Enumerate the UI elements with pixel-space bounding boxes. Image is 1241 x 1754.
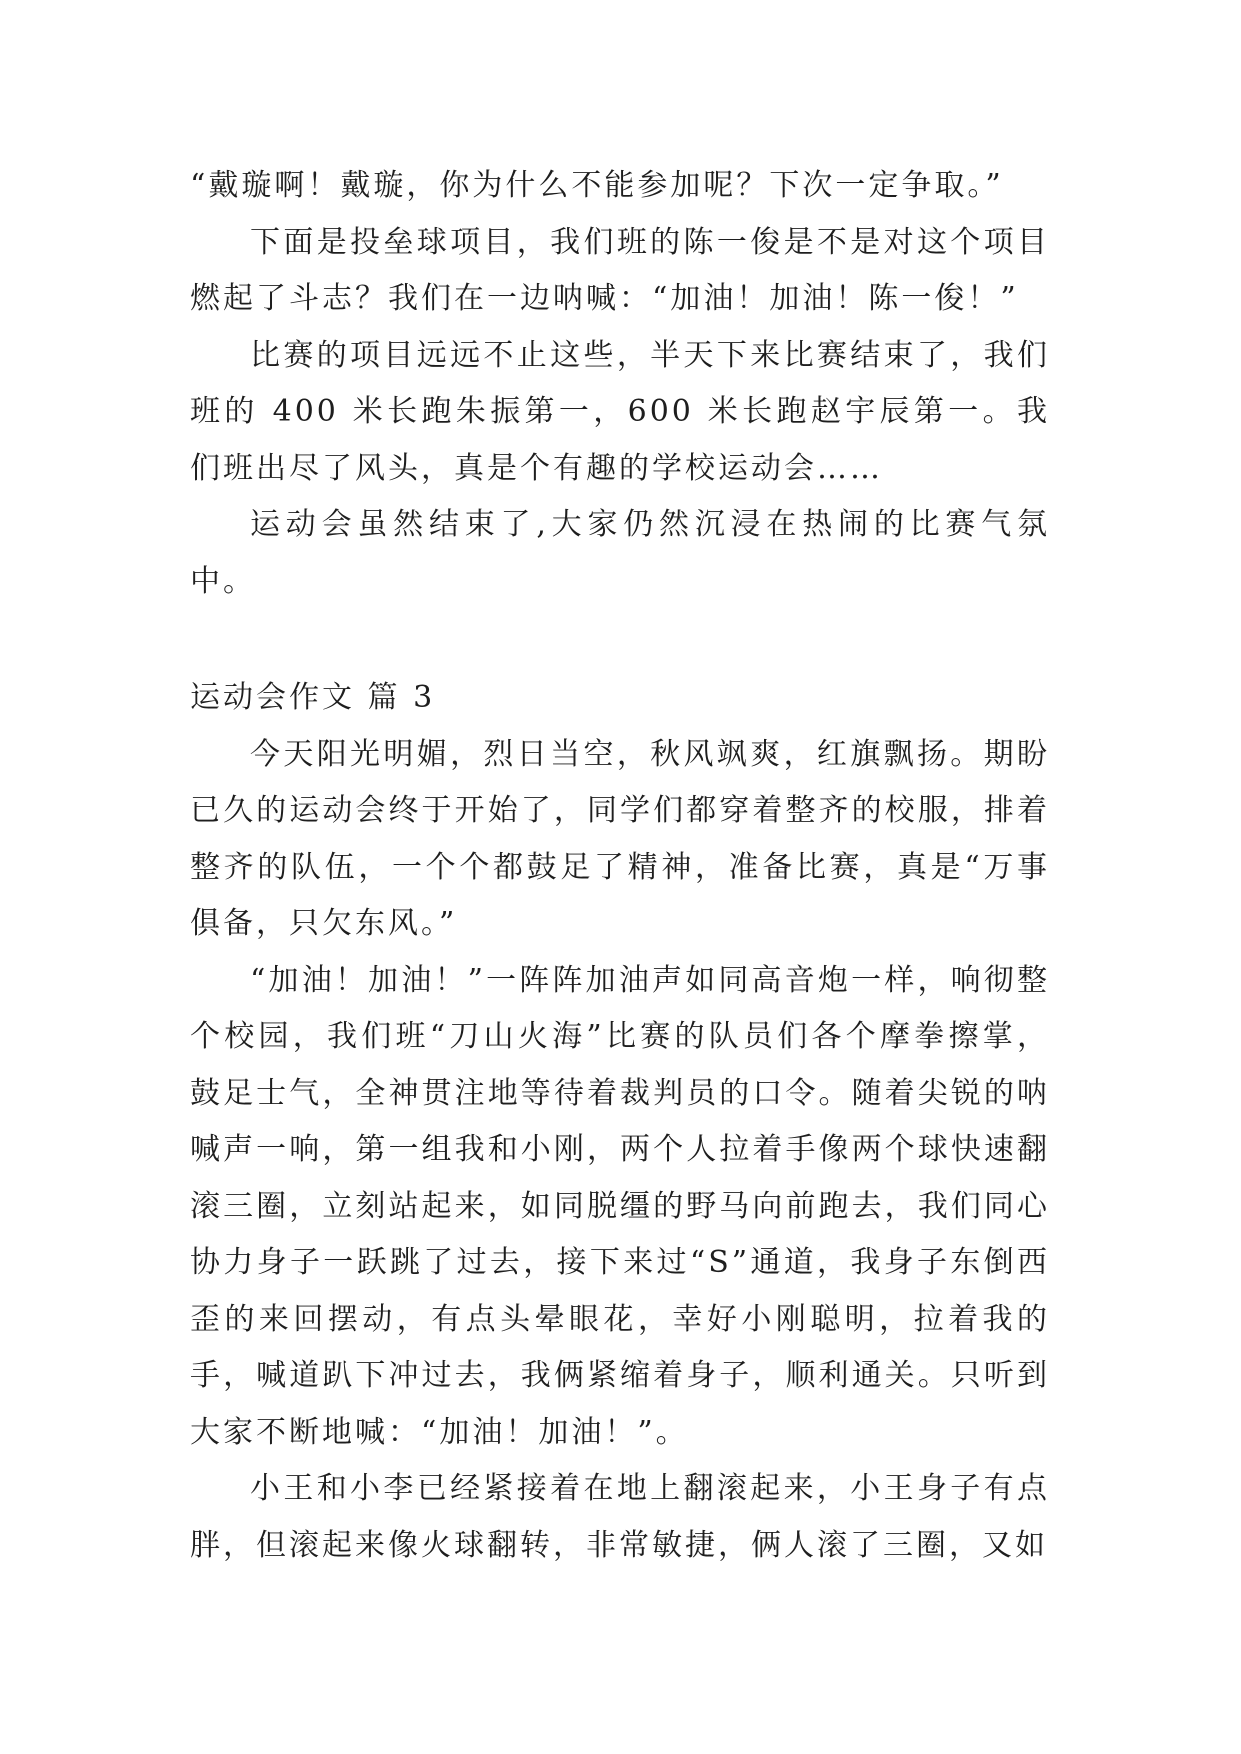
paragraph-race: “加油！加油！”一阵阵加油声如同高音炮一样，响彻整个校园，我们班“刀山火海”比赛的队员们各个摩拳擦掌，鼓足士气，全神贯注地等待着裁判员的口令。随着尖锐的呐喊声一响，第一组我和小刚，两个人拉着手像两个球快速翻滚三圈，立刻站起来，如同脱缰的野马向前跑去，我们同心协力身子一跃跳了过去，接下来过“S”通道，我身子东倒西歪的来回摆动，有点头晕眼花，幸好小刚聪明，拉着我的手，喊道趴下冲过去，我俩紧缩着身子，顺利通关。只听到大家不断地喊：“加油！加油！”。 [190,962,1050,1450]
paragraph-opening: 今天阳光明媚，烈日当空，秋风飒爽，红旗飘扬。期盼已久的运动会终于开始了，同学们都穿着整齐的校服，排着整齐的队伍，一个个都鼓足了精神，准备比赛，真是“万事俱备，只欠东风。” [190,736,1050,941]
paragraph-next-team: 小王和小李已经紧接着在地上翻滚起来，小王身子有点胖，但滚起来像火球翻转，非常敏捷，俩人滚了三圈，又如 [190,1471,1050,1563]
paragraph-softball: 下面是投垒球项目，我们班的陈一俊是不是对这个项目燃起了斗志？我们在一边呐喊：“加油！加油！陈一俊！” [190,224,1050,316]
paragraph-results: 比赛的项目远远不止这些，半天下来比赛结束了，我们班的 400 米长跑朱振第一，600 米长跑赵宇辰第一。我们班出尽了风头，真是个有趣的学校运动会…… [190,337,1050,486]
document-body [190,158,1050,1574]
section-title: 运动会作文 篇 3 [190,680,436,715]
paragraph-ending: 运动会虽然结束了,大家仍然沉浸在热闹的比赛气氛中。 [190,507,1050,599]
paragraph-quote: “戴璇啊！戴璇，你为什么不能参加呢？下次一定争取。” [190,168,1004,203]
